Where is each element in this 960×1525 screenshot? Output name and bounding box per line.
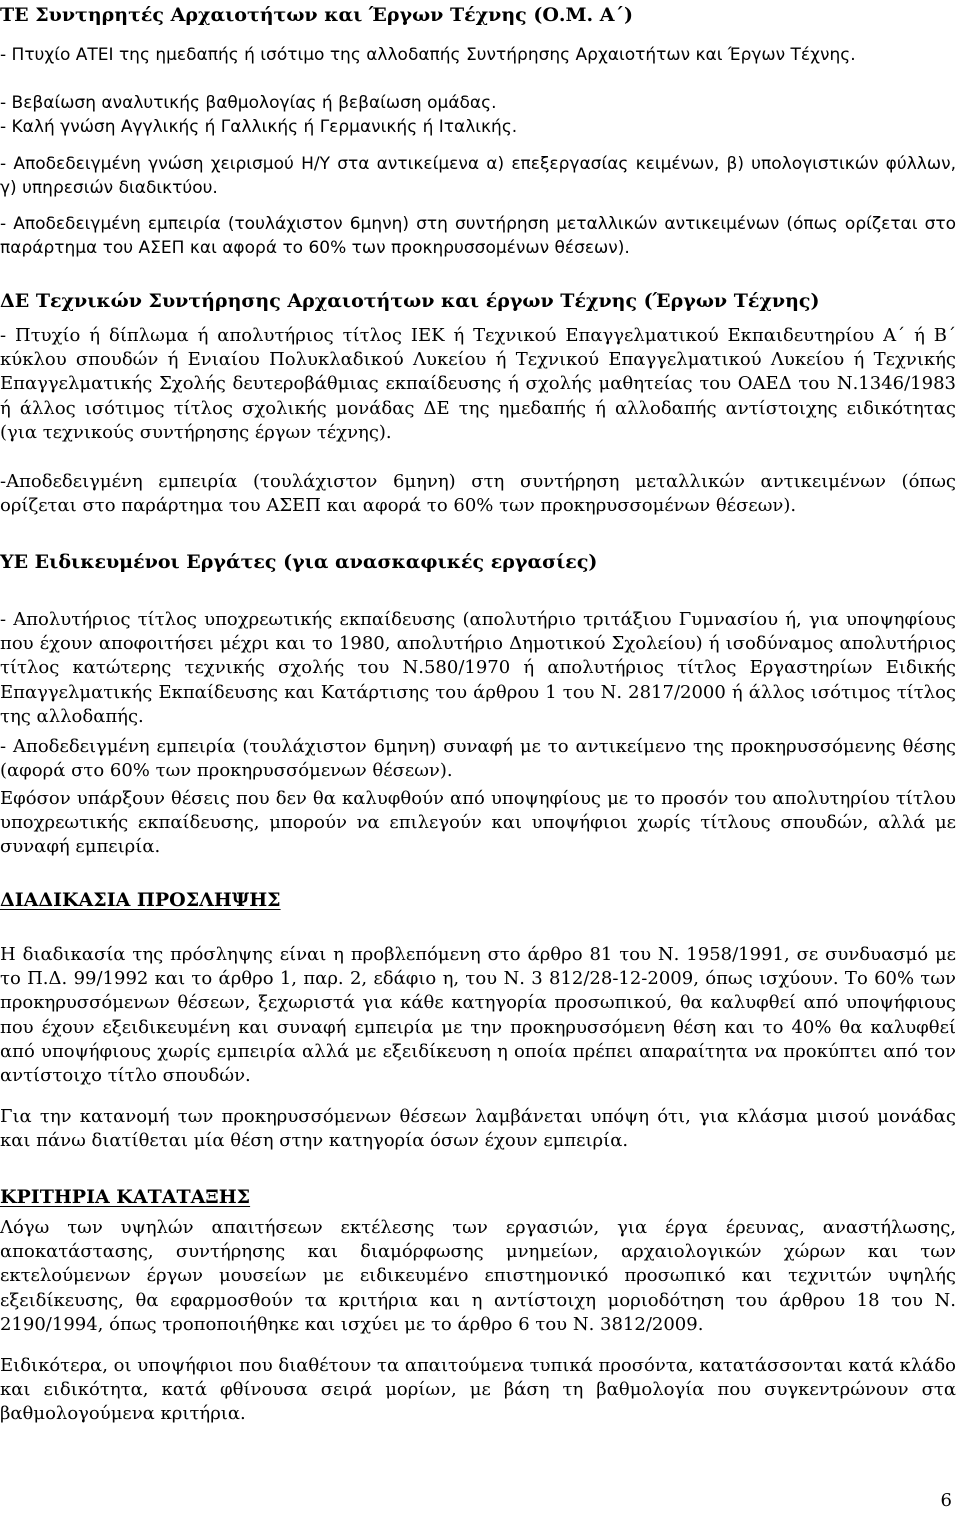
procedure-paragraph-process: Η διαδικασία της πρόσληψης είναι η προβλεπόμενη στο άρθρο 81 του Ν. 1958/1991, σε συνδυασμό με το Π.Δ. 99/1992 και το άρθρο 1, παρ. 2, εδάφιο η, του Ν. 3 812/28-12-2009, όπως ισχύουν. Το 60% των προκηρυσσόμενων θέσεων, ξεχωριστά για κάθε κατηγορία προσωπικού, θα καλυφθεί από υποψήφιους που έχουν εξειδικευμένη και συναφή εμπειρία με την προκηρυσσόμενη θέση και το 40% θα καλυφθεί από υποψήφιους χωρίς εμπειρία αλλά με εξειδίκευση η οποία πρέπει απαραίτητα να προκύπτει από τον αντίστοιχο τίτλο σπουδών. bbox=[0, 944, 956, 1087]
criteria-paragraph-ranking: Ειδικότερα, οι υποψήφιοι που διαθέτουν τα απαιτούμενα τυπικά προσόντα, κατατάσσονται κατά κλάδο και ειδικότητα, κατά φθίνουσα σειρά μορίων, με βάση τη βαθμολογία που συγκεντρώνουν στα βαθμολογούμενα κριτήρια. bbox=[0, 1355, 956, 1425]
section-heading-procedure: ΔΙΑΔΙΚΑΣΙΑ ΠΡΟΣΛΗΨΗΣ bbox=[0, 889, 281, 911]
de-paragraph-experience: -Αποδεδειγμένη εμπειρία (τουλάχιστον 6μηνη) στη συντήρηση μεταλλικών αντικειμένων (όπως ορίζεται στο παράρτημα του ΑΣΕΠ και αφορά το 60% των προκηρυσσομένων θέσεων). bbox=[0, 471, 956, 517]
ye-paragraph-experience: - Αποδεδειγμένη εμπειρία (τουλάχιστον 6μηνη) συναφή με το αντικείμενο της προκηρυσσόμενης θέσης (αφορά στο 60% των προκηρυσσόμενων θέσεων). bbox=[0, 736, 956, 782]
section-heading-te: ΤΕ Συντηρητές Αρχαιοτήτων και Έργων Τέχνης (Ο.Μ. Α΄) bbox=[0, 4, 633, 26]
page-number: 6 bbox=[940, 1490, 952, 1511]
de-paragraph-qualification: - Πτυχίο ή δίπλωμα ή απολυτήριος τίτλος ΙΕΚ ή Τεχνικού Επαγγελματικού Εκπαιδευτηρίου Α΄ ή Β΄ κύκλου σπουδών ή Ενιαίου Πολυκλαδικού Λυκείου ή Τεχνικού Επαγγελματικού Λυκείου ή Τεχνικής Επαγγελματικής Σχολής δευτεροβάθμιας εκπαίδευσης ή σχολής μαθητείας του ΟΑΕΔ του Ν.1346/1983 ή άλλος ισότιμος τίτλος σχολικής μονάδας ΔΕ της ημεδαπής ή αλλοδαπής αντίστοιχης ειδικότητας (για τεχνικούς συντήρησης έργων τέχνης). bbox=[0, 325, 956, 443]
te-item-experience: - Αποδεδειγμένη εμπειρία (τουλάχιστον 6μηνη) στη συντήρηση μεταλλικών αντικειμένων (όπως ορίζεται στο παράρτημα του ΑΣΕΠ και αφορά το 60% των προκηρυσσομένων θέσεων). bbox=[0, 214, 956, 259]
te-item-grades: - Βεβαίωση αναλυτικής βαθμολογίας ή βεβαίωση ομάδας. bbox=[0, 93, 497, 113]
criteria-paragraph-requirements: Λόγω των υψηλών απαιτήσεων εκτέλεσης των εργασιών, για έργα έρευνας, αναστήλωσης, αποκατάστασης, συντήρησης και διαμόρφωσης μνημείων, αρχαιολογικών χώρων και των εκτελούμενων έργων μουσείων με ειδικευμένο επιστημονικό προσωπικό και τεχνιτών υψηλής εξειδίκευσης, θα εφαρμοσθούν τα κριτήρια και η αντίστοιχη μοριοδότηση του άρθρου 18 του Ν. 2190/1994, όπως τροποποιήθηκε και ισχύει με το άρθρο 6 του Ν. 3812/2009. bbox=[0, 1217, 956, 1335]
section-heading-ye: ΥΕ Ειδικευμένοι Εργάτες (για ανασκαφικές εργασίες) bbox=[0, 551, 598, 573]
te-item-degree: - Πτυχίο ΑΤΕΙ της ημεδαπής ή ισότιμο της αλλοδαπής Συντήρησης Αρχαιοτήτων και Έργων Τέχνης. bbox=[0, 45, 856, 65]
te-item-computer-skills: - Αποδεδειγμένη γνώση χειρισμού Η/Υ στα αντικείμενα α) επεξεργασίας κειμένων, β) υπολογιστικών φύλλων, γ) υπηρεσιών διαδικτύου. bbox=[0, 154, 956, 199]
section-heading-de: ΔΕ Τεχνικών Συντήρησης Αρχαιοτήτων και έργων Τέχνης (Έργων Τέχνης) bbox=[0, 290, 820, 312]
te-item-languages: - Καλή γνώση Αγγλικής ή Γαλλικής ή Γερμανικής ή Ιταλικής. bbox=[0, 117, 518, 137]
ye-paragraph-without-title: Εφόσον υπάρξουν θέσεις που δεν θα καλυφθούν από υποψηφίους με το προσόν του απολυτηρίου τίτλου υποχρεωτικής εκπαίδευσης, μπορούν να επιλεγούν και υποψήφιοι χωρίς τίτλους σπουδών, αλλά με συναφή εμπειρία. bbox=[0, 788, 956, 858]
procedure-paragraph-allocation: Για την κατανομή των προκηρυσσόμενων θέσεων λαμβάνεται υπόψη ότι, για κλάσμα μισού μονάδας και πάνω διατίθεται μία θέση στην κατηγορία όσων έχουν εμπειρία. bbox=[0, 1106, 956, 1152]
section-heading-criteria: ΚΡΙΤΗΡΙΑ ΚΑΤΑΤΑΞΗΣ bbox=[0, 1186, 251, 1208]
ye-paragraph-qualification: - Απολυτήριος τίτλος υποχρεωτικής εκπαίδευσης (απολυτήριο τριτάξιου Γυμνασίου ή, για υποψηφίους που έχουν αποφοιτήσει μέχρι και το 1980, απολυτήριο Δημοτικού Σχολείου) ή ισοδύναμος απολυτήριος τίτλος κατώτερης τεχνικής σχολής του Ν.580/1970 ή απολυτήριος τίτλος Εργαστηρίων Ειδικής Επαγγελματικής Εκπαίδευσης και Κατάρτισης του άρθρου 1 του Ν. 2817/2000 ή άλλος ισότιμος τίτλος της αλλοδαπής. bbox=[0, 609, 956, 727]
